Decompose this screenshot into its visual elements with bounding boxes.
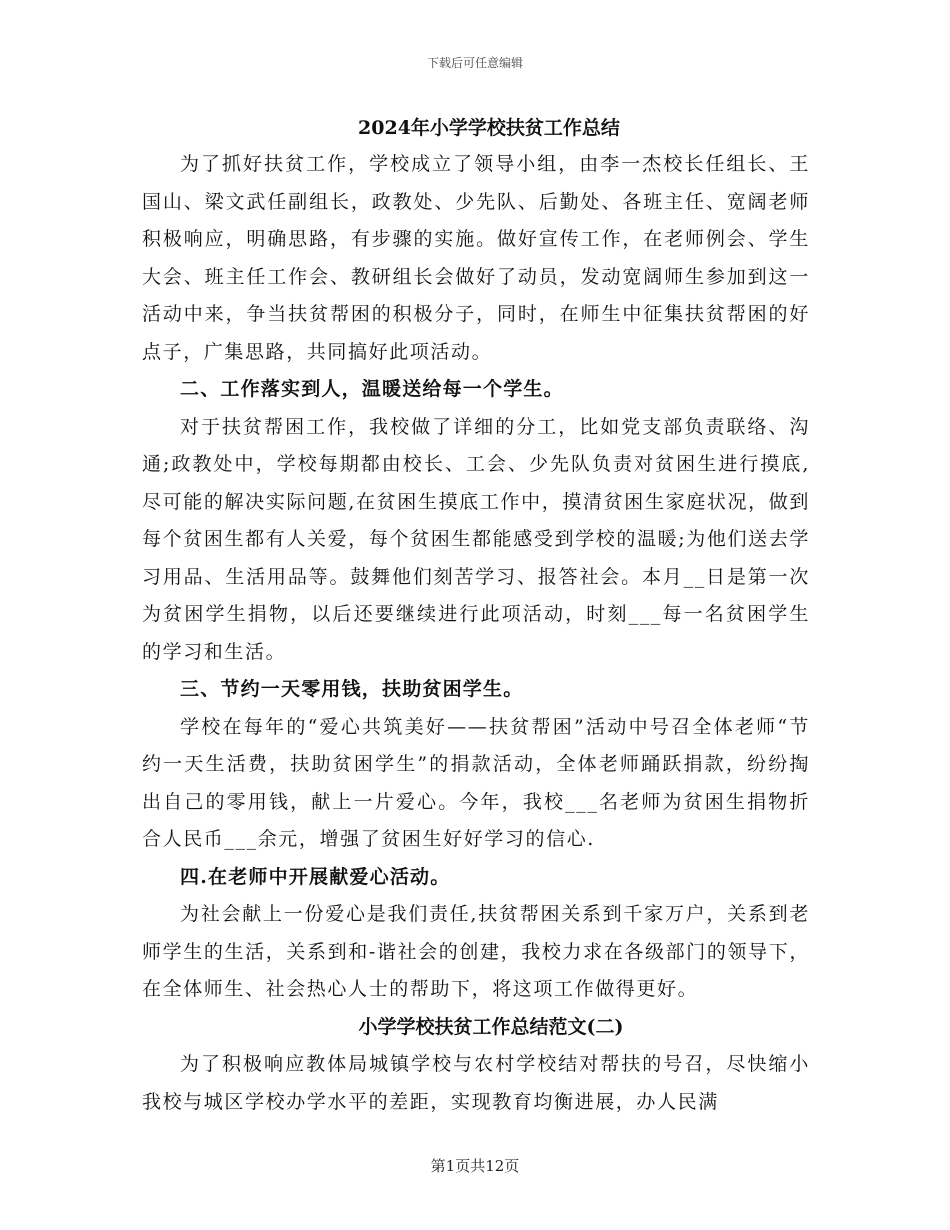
paragraph-3: 学校在每年的“爱心共筑美好——扶贫帮困”活动中号召全体老师“节约一天生活费，扶助贫困学生”的捐款活动，全体老师踊跃捐款，纷纷掏出自己的零用钱，献上一片爱心。今年，我校___名老师为贫困生捐物折合人民币___余元，增强了贫困生好好学习的信心. <box>142 715 810 850</box>
header-note: 下载后可任意编辑 <box>426 56 523 70</box>
page-footer: 第1页共12页 <box>430 1157 520 1175</box>
paragraph-5: 为了积极响应教体局城镇学校与农村学校结对帮扶的号召，尽快缩小我校与城区学校办学水平的差距，实现教育均衡进展，办人民满 <box>142 1053 810 1113</box>
paragraph-1: 为了抓好扶贫工作，学校成立了领导小组，由李一杰校长任组长、王国山、梁文武任副组长，政教处、少先队、后勤处、各班主任、宽阔老师积极响应，明确思路，有步骤的实施。做好宣传工作，在老师例会、学生大会、班主任工作会、教研组长会做好了动员，发动宽阔师生参加到这一活动中来，争当扶贫帮困的积极分子，同时，在师生中征集扶贫帮困的好点子，广集思路，共同搞好此项活动。 <box>142 153 810 363</box>
section-heading-4: 四.在老师中开展献爱心活动。 <box>180 865 451 888</box>
subtitle-two: 小学学校扶贫工作总结范文(二) <box>358 1015 624 1038</box>
document-title: 2024年小学学校扶贫工作总结 <box>358 117 620 139</box>
document-body <box>142 110 810 1121</box>
paragraph-2: 对于扶贫帮困工作，我校做了详细的分工，比如党支部负责联络、沟通;政教处中，学校每期都由校长、工会、少先队负责对贫困生进行摸底,尽可能的解决实际问题,在贫困生摸底工作中，摸清贫困生家庭状况，做到每个贫困生都有人关爱，每个贫困生都能感受到学校的温暖;为他们送去学习用品、生活用品等。鼓舞他们刻苦学习、报答社会。本月__日是第一次为贫困学生捐物，以后还要继续进行此项活动，时刻___每一名贫困学生的学习和生活。 <box>142 415 810 663</box>
section-heading-3: 三、节约一天零用钱，扶助贫困学生。 <box>180 678 524 700</box>
paragraph-4: 为社会献上一份爱心是我们责任,扶贫帮困关系到千家万户，关系到老师学生的生活，关系到和-谐社会的创建，我校力求在各级部门的领导下，在全体师生、社会热心人士的帮助下，将这项工作做得更好。 <box>142 903 810 1000</box>
section-heading-2: 二、工作落实到人，温暖送给每一个学生。 <box>180 378 564 400</box>
